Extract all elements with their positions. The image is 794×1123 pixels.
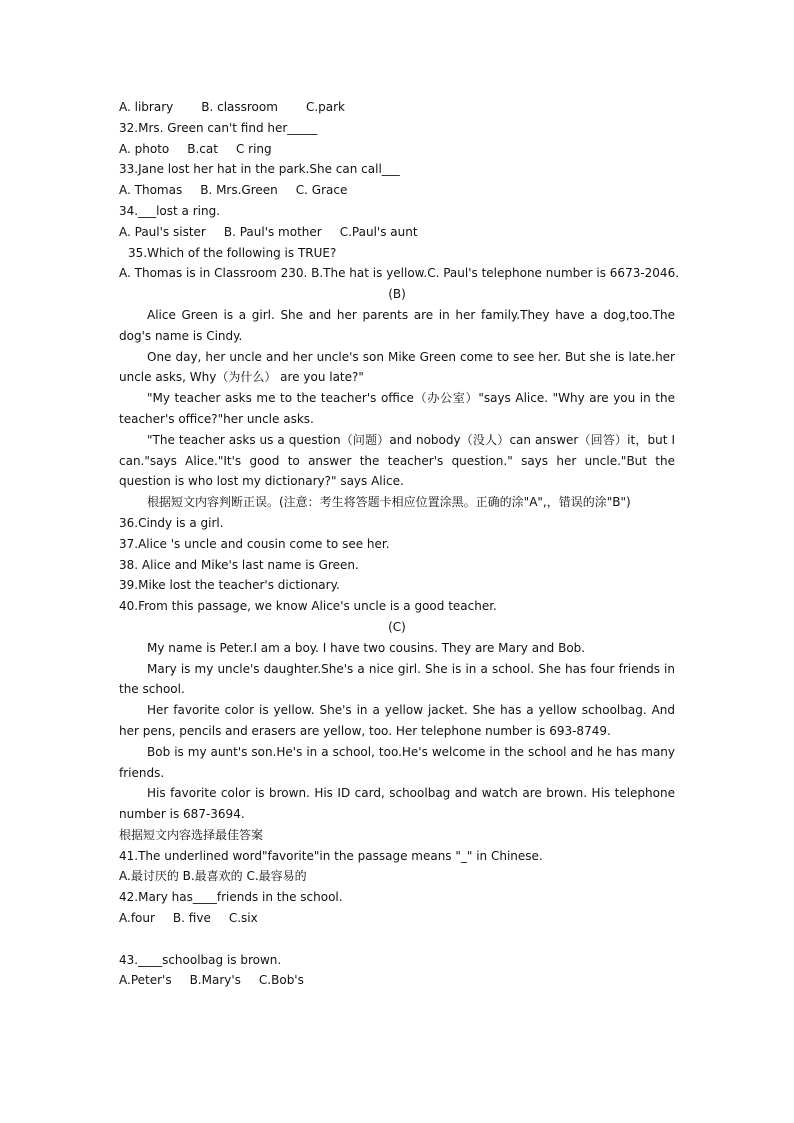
q32-option-b: B.cat: [187, 141, 218, 156]
section-c-paragraph-1: My name is Peter.I am a boy. I have two cousins. They are Mary and Bob.: [147, 640, 586, 655]
q31-option-c: C.park: [305, 100, 345, 114]
section-b-heading: (B): [388, 287, 406, 302]
q31-option-b: B. classroom: [201, 100, 278, 114]
q34-options: [119, 222, 675, 243]
section-c-paragraph-4: Bob is my aunt's son.He's in a school, too.He's welcome in the school and he has many friends.: [119, 744, 675, 780]
q43-text: 43.____schoolbag is brown.: [119, 952, 282, 967]
q32-options: [119, 139, 675, 160]
q42-option-a: A.four: [119, 911, 155, 926]
section-c-paragraph-3: Her favorite color is yellow. She's in a yellow jacket. She has a yellow schoolbag. And her pens, pencils and erasers are yellow, too. Her telephone number is 693-8749.: [119, 703, 675, 738]
q34-option-a: A. Paul's sister: [119, 224, 206, 239]
blank-line: [119, 929, 675, 950]
q33-option-a: A. Thomas: [119, 183, 183, 198]
q33-option-c: C. Grace: [295, 183, 348, 198]
q31-option-a: A. library: [119, 100, 174, 114]
q35-options: A. Thomas is in Classroom 230. B.The hat is yellow.C. Paul's telephone number is 6673-2046.: [119, 266, 680, 281]
worksheet-content: [119, 97, 680, 991]
q32-text: 32.Mrs. Green can't find her_____: [119, 120, 318, 135]
q38-text: 38. Alice and Mike's last name is Green.: [119, 557, 359, 572]
q39-text: 39.Mike lost the teacher's dictionary.: [119, 578, 340, 593]
q33-options: [119, 180, 675, 201]
section-b-paragraph-4: "The teacher asks us a question（问题）and nobody（没人）can answer（回答）it，but I can."says Alice."It's good to answer the teacher's question." says her uncle."But the question is who lost my dictionary?" says Alice.: [119, 432, 675, 489]
q40-text: 40.From this passage, we know Alice's uncle is a good teacher.: [119, 599, 497, 614]
section-c-paragraph-5: His favorite color is brown. His ID card, schoolbag and watch are brown. His telephone number is 687-3694.: [119, 786, 675, 822]
q43-option-c: C.Bob's: [258, 973, 304, 988]
q43-option-a: A.Peter's: [119, 973, 172, 988]
section-b-paragraph-2: One day, her uncle and her uncle's son Mike Green come to see her. But she is late.her uncle asks, Why（为什么） are you late?": [119, 349, 675, 385]
q34-text: 34.___lost a ring.: [119, 203, 221, 218]
q33-text: 33.Jane lost her hat in the park.She can call___: [119, 162, 400, 177]
q36-text: 36.Cindy is a girl.: [119, 515, 224, 530]
q32-option-a: A. photo: [119, 141, 170, 156]
section-c-instruction: 根据短文内容选择最佳答案: [119, 827, 264, 842]
q42-option-b: B. five: [172, 911, 211, 926]
q31-options: [119, 97, 675, 118]
q43-options: [119, 970, 675, 991]
section-b-paragraph-3: "My teacher asks me to the teacher's office（办公室）"says Alice. "Why are you in the teacher's office?"her uncle asks.: [119, 391, 675, 426]
q37-text: 37.Alice 's uncle and cousin come to see her.: [119, 536, 390, 551]
section-c-paragraph-2: Mary is my uncle's daughter.She's a nice girl. She is in a school. She has four friends in the school.: [119, 661, 675, 697]
section-b-paragraph-1: Alice Green is a girl. She and her parents are in her family.They have a dog,too.The dog's name is Cindy.: [119, 307, 675, 343]
q41-text: 41.The underlined word"favorite"in the passage means "_" in Chinese.: [119, 848, 543, 863]
q42-option-c: C.six: [228, 911, 258, 926]
q35-text: 35.Which of the following is TRUE?: [128, 245, 337, 260]
q34-option-c: C.Paul's aunt: [339, 224, 418, 239]
q33-option-b: B. Mrs.Green: [200, 183, 278, 198]
q32-option-c: C ring: [235, 141, 272, 156]
q43-option-b: B.Mary's: [189, 973, 241, 988]
q42-text: 42.Mary has____friends in the school.: [119, 890, 343, 905]
q34-option-b: B. Paul's mother: [223, 224, 322, 239]
q42-options: [119, 908, 675, 929]
section-b-instruction: 根据短文内容判断正误。(注意：考生将答题卡相应位置涂黑。正确的涂"A",，错误的涂"B"): [147, 495, 631, 510]
q41-options: A.最讨厌的 B.最喜欢的 C.最容易的: [119, 869, 307, 884]
section-c-heading: (C): [388, 619, 406, 634]
